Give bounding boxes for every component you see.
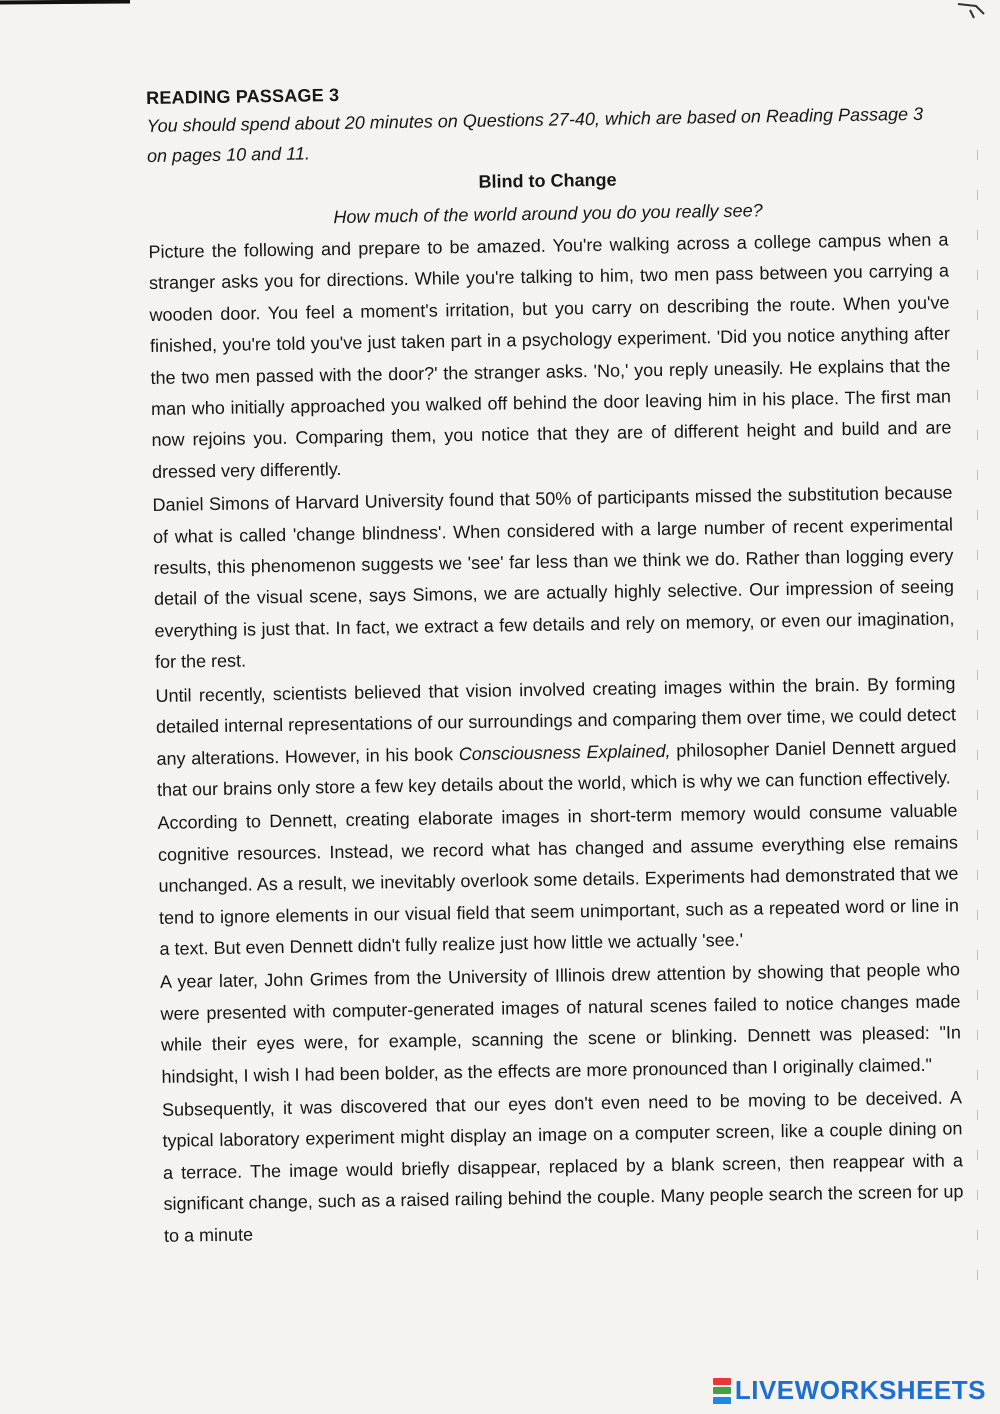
logo-bar-blue	[713, 1397, 731, 1404]
passage-instructions: You should spend about 20 minutes on Questions 27-40, which are based on Reading Passage 3 on pages 10 and 11.	[146, 103, 924, 166]
paragraph-5: A year later, John Grimes from the University of Illinois drew attention by showing that people who were presented with computer-generated images of natural scenes failed to notice changes made while their eyes were, for example, scanning the scene or blinking. Dennett was pleased: "In hindsight, I wish I had been bolder, as the effects are more pronounced than I originally claimed."	[159, 959, 962, 1087]
paragraph-4: According to Dennett, creating elaborate images in short-term memory would consume valuable cognitive resources. Instead, we record what has changed and assume everything else remains unchanged. As a result, we inevitably overlook some details. Experiments had demonstrated that we tend to ignore elements in our visual field that seem unimportant, such as a repeated word or line in a text. But even Dennett didn't fully realize just how little we actually 'see.'	[157, 800, 960, 959]
corner-scratch-mark	[956, 0, 986, 22]
liveworksheets-logo-icon	[713, 1378, 731, 1404]
reading-passage	[146, 75, 964, 1251]
liveworksheets-watermark	[713, 1375, 986, 1406]
paragraph-3-text-after: philosopher Daniel Dennett argued that our brains only store a few key details about the world, which is why we can function effectively.	[156, 735, 957, 800]
logo-bar-red	[713, 1378, 731, 1385]
paragraph-1: Picture the following and prepare to be amazed. You're walking across a college campus when a stranger asks you for directions. While you're talking to him, two men pass between you carrying a wooden door. You feel a moment's irritation, but you carry on describing the route. When you've finished, you're told you've just taken part in a psychology experiment. 'Did you notice anything after the two men passed with the door?' the stranger asks. 'No,' you reply uneasily. He explains that the man who initially approached you walked off behind the door leaving him in his place. The first man now rejoins you. Comparing them, you notice that they are of different height and build and are dressed very differently.	[148, 229, 952, 482]
logo-bar-green	[713, 1387, 731, 1394]
top-edge-rule	[0, 0, 130, 4]
watermark-text: LIVEWORKSHEETS	[734, 1375, 986, 1405]
paragraph-2: Daniel Simons of Harvard University found that 50% of participants missed the substitution because of what is called 'change blindness'. When considered with a large number of recent experimental results, this phenomenon suggests we 'see' far less than we think we do. Rather than logging every detail of the visual scene, says Simons, we are actually highly selective. Our impression of seeing everything is just that. In fact, we extract a few details and rely on memory, or even our imagination, for the rest.	[152, 482, 955, 673]
page-edge-line	[977, 150, 978, 1300]
passage-heading: READING PASSAGE 3	[146, 84, 340, 108]
article-subtitle: How much of the world around you do you really see?	[333, 200, 763, 228]
paragraph-3	[155, 668, 957, 806]
paragraph-6: Subsequently, it was discovered that our eyes don't even need to be moving to be deceived. A typical laboratory experiment might display an image on a computer screen, like a couple dining on a terrace. The image would briefly disappear, replaced by a blank screen, then reappear with a significant change, such as a raised railing behind the couple. Many people search the screen for up to a minute	[161, 1087, 964, 1246]
book-title: Consciousness Explained,	[458, 740, 671, 764]
paragraph-3-text-before: Until recently, scientists believed that vision involved creating images within the brain. By forming detailed internal representations of our surroundings and comparing them over time, we could detect any alterations. However, in his book	[155, 673, 957, 769]
article-title: Blind to Change	[478, 169, 617, 192]
